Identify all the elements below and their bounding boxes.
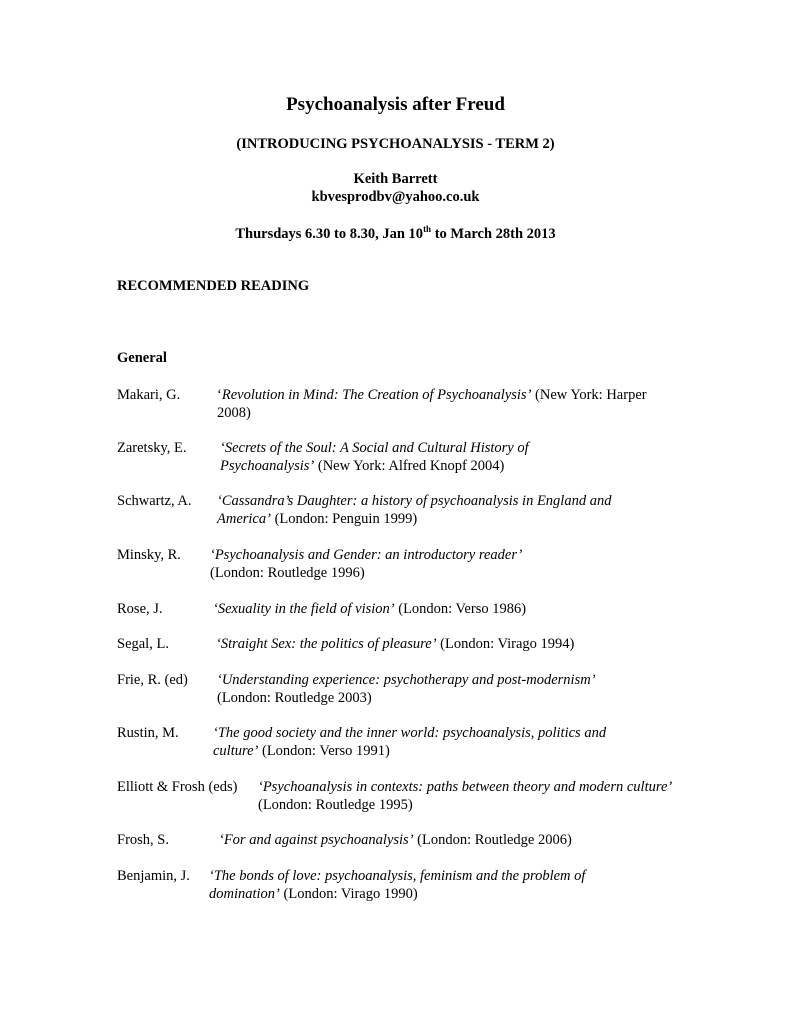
reference-publisher: (New York: Harper 2008): [217, 387, 647, 421]
schedule-text-end: to March 28th 2013: [431, 226, 556, 242]
reference-author: Frie, R. (ed): [117, 672, 188, 688]
reference-author: Schwartz, A.: [117, 493, 192, 509]
reference-author: Benjamin, J.: [117, 868, 190, 884]
author-email: kbvesprodbv@yahoo.co.uk: [311, 189, 480, 205]
reference-author: Zaretsky, E.: [117, 440, 187, 456]
reference-citation: [219, 831, 649, 849]
reference-author: Makari, G.: [117, 387, 181, 403]
reference-title: ‘For and against psychoanalysis’: [219, 832, 414, 848]
reference-title: ‘Secrets of the Soul: A Social and Cultural History of Psychoanalysis’: [220, 440, 529, 474]
reference-publisher: (New York: Alfred Knopf 2004): [314, 458, 505, 474]
subsection-heading: General: [117, 350, 167, 366]
reference-publisher: (London: Routledge 1995): [258, 797, 413, 813]
reference-title: ‘Understanding experience: psychotherapy and post-modernism’: [217, 672, 596, 688]
reference-citation: [258, 778, 678, 814]
reference-author: Rose, J.: [117, 601, 163, 617]
reference-open-quote: ‘: [217, 387, 222, 403]
reference-title: ‘Cassandra’s Daughter: a history of psychoanalysis in England and America’: [217, 493, 612, 527]
reference-publisher: (London: Routledge 2006): [413, 832, 572, 848]
schedule-superscript: th: [423, 224, 432, 235]
document-subtitle: (INTRODUCING PSYCHOANALYSIS - TERM 2): [236, 136, 555, 152]
reference-author: Rustin, M.: [117, 725, 179, 741]
reference-publisher: (London: Penguin 1999): [270, 511, 418, 527]
reference-publisher: (London: Virago 1990): [279, 886, 418, 902]
reference-title: ‘Straight Sex: the politics of pleasure’: [216, 636, 437, 652]
reference-author: Frosh, S.: [117, 832, 169, 848]
reference-title: ‘Sexuality in the field of vision’: [213, 601, 395, 617]
reference-author: Segal, L.: [117, 636, 169, 652]
reference-citation: [213, 724, 653, 760]
reference-publisher: (London: Virago 1994): [436, 636, 575, 652]
reference-citation: [217, 492, 657, 528]
author-name: Keith Barrett: [353, 171, 438, 187]
reference-citation: [217, 386, 647, 422]
schedule-text: Thursdays 6.30 to 8.30, Jan 10: [235, 226, 424, 242]
reference-publisher: (London: Routledge 1996): [210, 565, 365, 581]
reference-author: Minsky, R.: [117, 547, 181, 563]
document-title: Psychoanalysis after Freud: [286, 94, 505, 115]
reference-citation: [213, 600, 643, 618]
reference-citation: [216, 635, 646, 653]
reference-citation: [220, 439, 620, 475]
schedule-line: [0, 226, 791, 243]
reference-citation: [217, 671, 647, 707]
reference-publisher: (London: Routledge 2003): [217, 690, 372, 706]
reference-publisher: (London: Verso 1991): [258, 743, 390, 759]
reference-title: ‘Psychoanalysis and Gender: an introductory reader’: [210, 547, 523, 563]
reference-title: ‘The bonds of love: psychoanalysis, feminism and the problem of domination’: [209, 868, 586, 902]
reference-title: ‘The good society and the inner world: psychoanalysis, politics and culture’: [213, 725, 607, 759]
reference-title: Revolution in Mind: The Creation of Psychoanalysis’: [221, 387, 532, 403]
reference-author: Elliott & Frosh (eds): [117, 779, 238, 795]
section-heading: RECOMMENDED READING: [117, 278, 310, 294]
reference-citation: [210, 546, 560, 582]
reference-title: ‘Psychoanalysis in contexts: paths between theory and modern culture’: [258, 779, 673, 795]
reference-publisher: (London: Verso 1986): [394, 601, 527, 617]
reference-citation: [209, 867, 629, 903]
